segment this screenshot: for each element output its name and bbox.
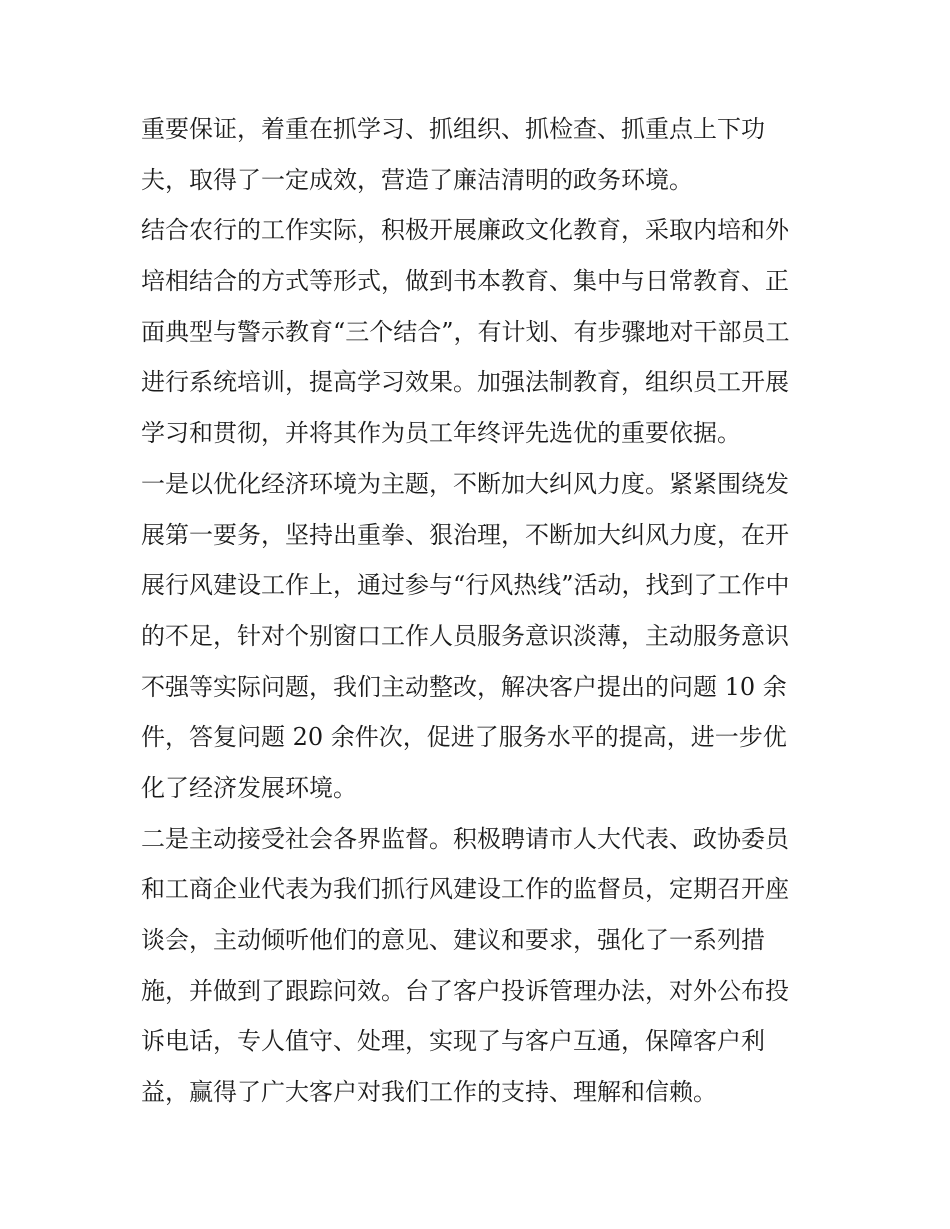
text-line: 益，赢得了广大客户对我们工作的支持、理解和信赖。 <box>141 1078 717 1107</box>
text-line: 展第一要务，坚持出重拳、狠治理，不断加大纠风力度，在开 <box>141 520 789 549</box>
text-line: 谈会，主动倾听他们的意见、建议和要求，强化了一系列措 <box>141 926 765 954</box>
text-line: 进行系统培训，提高学习效果。加强法制教育，组织员工开展 <box>141 368 789 397</box>
text-line: 面典型与警示教育“三个结合”，有计划、有步骤地对干部员工 <box>141 317 790 346</box>
text-line: 结合农行的工作实际，积极开展廉政文化教育，采取内培和外 <box>141 216 789 245</box>
document-body <box>141 104 821 1118</box>
text-line: 的不足，针对个别窗口工作人员服务意识淡薄，主动服务意识 <box>141 621 789 650</box>
text-line: 夫，取得了一定成效，营造了廉洁清明的政务环境。 <box>141 165 693 194</box>
text-line: 展行风建设工作上，通过参与“行风热线”活动，找到了工作中 <box>141 571 790 600</box>
text-line: 化了经济发展环境。 <box>141 773 357 802</box>
text-line: 培相结合的方式等形式，做到书本教育、集中与日常教育、正 <box>141 267 789 296</box>
text-line: 二是主动接受社会各界监督。积极聘请市人大代表、政协委员 <box>141 824 789 853</box>
text-line: 一是以优化经济环境为主题，不断加大纠风力度。紧紧围绕发 <box>141 469 789 498</box>
text-line: 件，答复问题 20 余件次，促进了服务水平的提高，进一步优 <box>141 723 787 752</box>
text-line: 学习和贯彻，并将其作为员工年终评先选优的重要依据。 <box>141 419 741 448</box>
text-line: 重要保证，着重在抓学习、抓组织、抓检查、抓重点上下功 <box>141 115 765 143</box>
text-line: 诉电话，专人值守、处理，实现了与客户互通，保障客户利 <box>141 1027 765 1056</box>
text-line: 施，并做到了跟踪问效。台了客户投诉管理办法，对外公布投 <box>141 976 789 1005</box>
text-line: 不强等实际问题，我们主动整改，解决客户提出的问题 10 余 <box>141 672 787 701</box>
text-line: 和工商企业代表为我们抓行风建设工作的监督员，定期召开座 <box>141 875 789 904</box>
